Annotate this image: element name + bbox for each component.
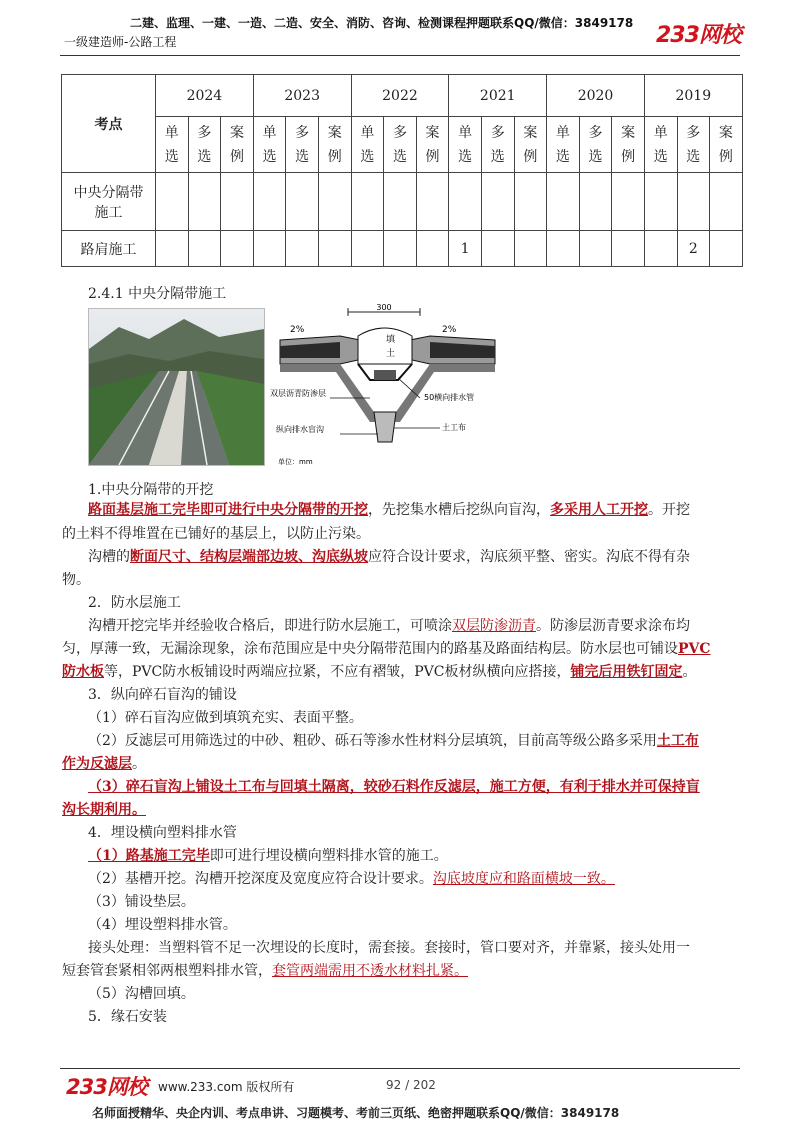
text-span: 即可进行埋设横向塑料排水管的施工。 bbox=[209, 848, 448, 864]
question-type-header: 案 例 bbox=[318, 117, 351, 173]
paragraph bbox=[88, 776, 768, 796]
diagram-label-drain: 纵向排水盲沟 bbox=[276, 425, 324, 434]
paragraph bbox=[88, 845, 768, 865]
highlight: 多采用人工开挖 bbox=[550, 502, 648, 518]
site-logo[interactable]: 233网校 bbox=[656, 23, 741, 48]
paragraph: 物。 bbox=[62, 572, 90, 588]
table-row bbox=[62, 173, 743, 231]
highlight: 沟底坡度应和路面横坡一致。 bbox=[432, 871, 615, 887]
question-type-header: 多 选 bbox=[286, 117, 319, 173]
table-cell: 2 bbox=[677, 231, 710, 267]
table-cell bbox=[547, 173, 580, 231]
diagram-dimension: 300 bbox=[376, 303, 392, 312]
question-type-header: 案 例 bbox=[710, 117, 743, 173]
question-type-header: 案 例 bbox=[416, 117, 449, 173]
table-cell bbox=[547, 231, 580, 267]
text-span: 沟槽的 bbox=[88, 549, 130, 565]
table-cell bbox=[416, 231, 449, 267]
question-type-header: 多 选 bbox=[677, 117, 710, 173]
text-span: 匀，厚薄一致，无漏涂现象，涂布范围应是中央分隔带范围内的路基及路面结构层。防水层也可铺设 bbox=[62, 641, 678, 657]
table-cell bbox=[384, 231, 417, 267]
paragraph bbox=[62, 753, 742, 773]
table-cell bbox=[481, 231, 514, 267]
question-type-header: 单 选 bbox=[644, 117, 677, 173]
table-cell bbox=[416, 173, 449, 231]
table-year-header-row bbox=[62, 75, 743, 117]
table-cell: 1 bbox=[449, 231, 482, 267]
footer-site-link[interactable]: www.233.com 版权所有 bbox=[158, 1080, 295, 1094]
paragraph bbox=[62, 960, 742, 980]
paragraph bbox=[88, 546, 768, 566]
table-type-header-row bbox=[62, 117, 743, 173]
highlight: （1）路基施工完毕 bbox=[88, 848, 210, 864]
table-cell bbox=[351, 173, 384, 231]
heading-curb: 5．缘石安装 bbox=[88, 1009, 167, 1025]
table-cell bbox=[710, 231, 743, 267]
section-title: 2.4.1 中央分隔带施工 bbox=[88, 286, 227, 302]
paragraph: 接头处理：当塑料管不足一次埋设的长度时，需套接。套接时，管口要对齐，并靠紧，接头处用一 bbox=[88, 940, 690, 956]
highlight: 铺完后用铁钉固定 bbox=[570, 664, 683, 680]
diagram-slope-right: 2% bbox=[442, 325, 457, 335]
paragraph bbox=[62, 638, 742, 658]
table-cell bbox=[579, 173, 612, 231]
paragraph bbox=[88, 615, 768, 635]
text-span: （2）基槽开挖。沟槽开挖深度及宽度应符合设计要求。 bbox=[88, 871, 433, 887]
highlight: 断面尺寸、结构层端部边坡、沟底纵坡 bbox=[130, 549, 368, 565]
year-header: 2020 bbox=[547, 75, 645, 117]
paragraph: 的土料不得堆置在已铺好的基层上，以防止污染。 bbox=[62, 526, 370, 542]
text-span: 。 bbox=[132, 756, 146, 772]
footer-logo[interactable]: 233网校 bbox=[66, 1075, 147, 1099]
highlight: 作为反滤层 bbox=[62, 756, 132, 772]
row-label: 中央分隔带施工 bbox=[62, 173, 156, 231]
question-type-header: 案 例 bbox=[612, 117, 645, 173]
table-cell bbox=[188, 173, 221, 231]
table-cell bbox=[579, 231, 612, 267]
question-type-header: 案 例 bbox=[514, 117, 547, 173]
highlight: 土工布 bbox=[656, 733, 699, 749]
question-type-header: 多 选 bbox=[481, 117, 514, 173]
table-cell bbox=[253, 231, 286, 267]
table-cell bbox=[514, 173, 547, 231]
paragraph bbox=[62, 661, 742, 681]
heading-gravel-drain: 3．纵向碎石盲沟的铺设 bbox=[88, 687, 237, 703]
table-cell bbox=[514, 231, 547, 267]
diagram-fill-label: 填土 bbox=[386, 335, 396, 359]
table-cell bbox=[612, 231, 645, 267]
table-cell bbox=[612, 173, 645, 231]
table-cell bbox=[188, 231, 221, 267]
highlight: 路面基层施工完毕即可进行中央分隔带的开挖 bbox=[88, 502, 368, 518]
diagram-slope-left: 2% bbox=[290, 325, 305, 335]
paragraph: （1）碎石盲沟应做到填筑充实、表面平整。 bbox=[88, 710, 363, 726]
table-cell bbox=[253, 173, 286, 231]
paragraph: （3）铺设垫层。 bbox=[88, 894, 195, 910]
question-type-header: 多 选 bbox=[384, 117, 417, 173]
exam-frequency-table bbox=[61, 74, 743, 267]
diagram-label-membrane: 双层沥青防渗层 bbox=[270, 389, 326, 398]
year-header: 2019 bbox=[644, 75, 742, 117]
text-span: 。 bbox=[682, 664, 697, 680]
paragraph bbox=[88, 499, 768, 519]
diagram-label-geotextile: 土工布 bbox=[442, 423, 466, 432]
heading-waterproof: 2．防水层施工 bbox=[88, 595, 181, 611]
text-span: 。防渗层沥青要求涂布均 bbox=[536, 618, 690, 634]
question-type-header: 单 选 bbox=[547, 117, 580, 173]
year-header: 2024 bbox=[156, 75, 254, 117]
table-cell bbox=[710, 173, 743, 231]
page-number: 92 / 202 bbox=[386, 1078, 436, 1092]
highlight: （3）碎石盲沟上铺设土工布与回填土隔离，较砂石料作反滤层，施工方便，有利于排水并可保持盲 bbox=[88, 779, 700, 795]
question-type-header: 多 选 bbox=[188, 117, 221, 173]
question-type-header: 单 选 bbox=[449, 117, 482, 173]
header-contact-line: 二建、监理、一建、一造、二造、安全、消防、咨询、检测课程押题联系QQ/微信：3849178 bbox=[130, 16, 634, 30]
median-cross-section-diagram bbox=[270, 302, 510, 470]
paragraph: （5）沟槽回填。 bbox=[88, 986, 195, 1002]
footer-divider bbox=[60, 1068, 740, 1069]
table-cell bbox=[677, 173, 710, 231]
diagram-unit: 单位：mm bbox=[278, 458, 313, 466]
highway-median-photo bbox=[88, 308, 265, 466]
paragraph bbox=[62, 799, 742, 819]
heading-plastic-pipe: 4．埋设横向塑料排水管 bbox=[88, 825, 237, 841]
table-cell bbox=[286, 231, 319, 267]
diagram-label-pipe: 50横向排水管 bbox=[424, 393, 475, 402]
table-cell bbox=[156, 231, 189, 267]
table-cell bbox=[384, 173, 417, 231]
highlight: 沟长期利用。 bbox=[62, 802, 146, 818]
table-cell bbox=[156, 173, 189, 231]
header-divider bbox=[60, 55, 740, 56]
text-span: 应符合设计要求，沟底须平整、密实。沟底不得有杂 bbox=[368, 549, 690, 565]
text-span: ，先挖集水槽后挖纵向盲沟， bbox=[368, 502, 550, 518]
year-header: 2021 bbox=[449, 75, 547, 117]
paragraph bbox=[88, 868, 768, 888]
highlight: 套管两端需用不透水材料扎紧。 bbox=[272, 963, 468, 979]
paragraph bbox=[88, 730, 768, 750]
table-cell bbox=[644, 231, 677, 267]
question-type-header: 单 选 bbox=[253, 117, 286, 173]
table-cell bbox=[318, 231, 351, 267]
highlight: PVC bbox=[678, 641, 711, 657]
footer-promo-line: 名师面授精华、央企内训、考点串讲、习题模考、考前三页纸、绝密押题联系QQ/微信：3849178 bbox=[92, 1106, 620, 1120]
row-label: 路肩施工 bbox=[62, 231, 156, 267]
heading-excavation: 1.中央分隔带的开挖 bbox=[88, 482, 214, 498]
year-header: 2022 bbox=[351, 75, 449, 117]
table-row bbox=[62, 231, 743, 267]
highlight: 双层防渗沥青 bbox=[452, 618, 536, 634]
question-type-header: 案 例 bbox=[221, 117, 254, 173]
year-header: 2023 bbox=[253, 75, 351, 117]
text-span: 等，PVC防水板铺设时两端应拉紧，不应有褶皱，PVC板材纵横向应搭接， bbox=[104, 664, 571, 680]
question-type-header: 多 选 bbox=[579, 117, 612, 173]
text-span: 短套管套紧相邻两根塑料排水管， bbox=[62, 963, 272, 979]
text-span: 沟槽开挖完毕并经验收合格后，即进行防水层施工，可喷涂 bbox=[88, 618, 452, 634]
question-type-header: 单 选 bbox=[351, 117, 384, 173]
table-cell bbox=[481, 173, 514, 231]
table-cell bbox=[221, 173, 254, 231]
table-cell bbox=[318, 173, 351, 231]
table-cell bbox=[351, 231, 384, 267]
table-cell bbox=[221, 231, 254, 267]
table-corner-label: 考点 bbox=[62, 75, 156, 173]
table-cell bbox=[449, 173, 482, 231]
paragraph: （4）埋设塑料排水管。 bbox=[88, 917, 237, 933]
text-span: 。开挖 bbox=[648, 502, 690, 518]
table-cell bbox=[644, 173, 677, 231]
header-subtitle: 一级建造师-公路工程 bbox=[64, 35, 177, 49]
question-type-header: 单 选 bbox=[156, 117, 189, 173]
highlight: 防水板 bbox=[62, 664, 104, 680]
text-span: （2）反滤层可用筛选过的中砂、粗砂、砾石等渗水性材料分层填筑，目前高等级公路多采用 bbox=[88, 733, 657, 749]
table-cell bbox=[286, 173, 319, 231]
